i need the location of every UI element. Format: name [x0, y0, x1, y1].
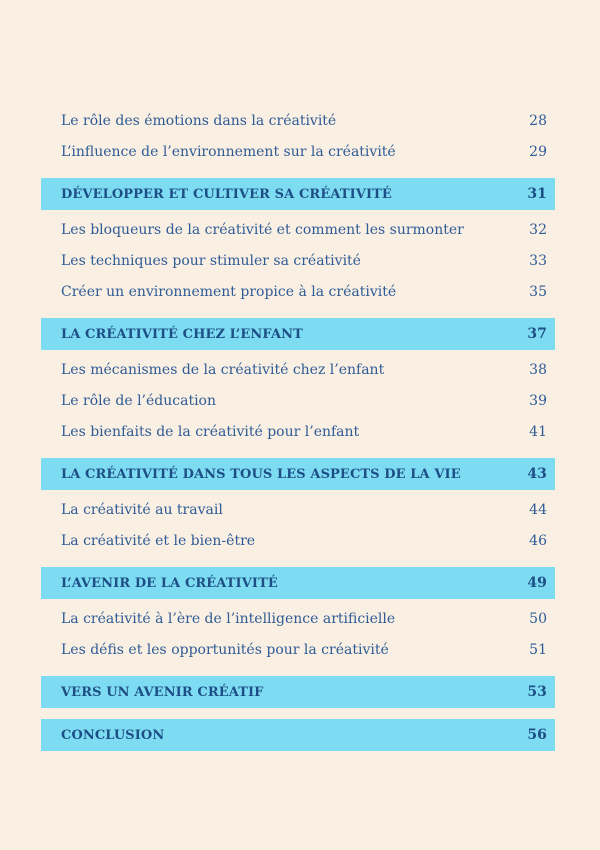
toc-entry-title: Les techniques pour stimuler sa créativité: [61, 252, 361, 269]
toc-entry-page: 29: [529, 143, 547, 160]
toc-entry[interactable]: [41, 276, 555, 307]
toc-entry[interactable]: [41, 525, 555, 556]
toc-entry-title: La créativité et le bien-être: [61, 532, 256, 549]
toc-entry[interactable]: [41, 385, 555, 416]
toc-entry-page: 33: [529, 252, 547, 269]
toc-entry-title: Les bienfaits de la créativité pour l’enfant: [61, 423, 360, 440]
toc-entry[interactable]: [41, 245, 555, 276]
toc-section-header[interactable]: [41, 458, 555, 490]
toc-entry-title: Le rôle des émotions dans la créativité: [61, 112, 337, 129]
toc-section-title: DÉVELOPPER ET CULTIVER SA CRÉATIVITÉ: [61, 186, 392, 202]
toc-entry[interactable]: [41, 494, 555, 525]
toc-entry[interactable]: [41, 214, 555, 245]
toc-section-page: 49: [527, 575, 547, 591]
toc-entry-title: Les défis et les opportunités pour la créativité: [61, 641, 389, 658]
toc-entry[interactable]: [41, 354, 555, 385]
toc-entry-title: La créativité au travail: [61, 501, 223, 518]
toc-section-title: VERS UN AVENIR CRÉATIF: [61, 684, 264, 700]
toc-entry-title: Les bloqueurs de la créativité et comment les surmonter: [61, 221, 464, 238]
toc-entry[interactable]: [41, 603, 555, 634]
toc-entry-page: 28: [529, 112, 547, 129]
toc-entry-page: 41: [529, 423, 547, 440]
toc-entry-page: 44: [529, 501, 547, 518]
toc-section-page: 43: [527, 466, 547, 482]
toc-entry-page: 32: [529, 221, 547, 238]
toc-section-title: L’AVENIR DE LA CRÉATIVITÉ: [61, 575, 278, 591]
toc-section-header[interactable]: [41, 676, 555, 708]
toc-entry-title: Le rôle de l’éducation: [61, 392, 216, 409]
toc-section-title: CONCLUSION: [61, 727, 165, 743]
toc-section-title: LA CRÉATIVITÉ DANS TOUS LES ASPECTS DE LA VIE: [61, 466, 461, 482]
toc-section-title: LA CRÉATIVITÉ CHEZ L’ENFANT: [61, 326, 303, 342]
toc-entry-page: 35: [529, 283, 547, 300]
toc-section-page: 37: [527, 326, 547, 342]
toc-section-page: 56: [527, 727, 547, 743]
toc-section-header[interactable]: [41, 567, 555, 599]
table-of-contents: [41, 105, 555, 755]
toc-entry-title: Les mécanismes de la créativité chez l’enfant: [61, 361, 385, 378]
toc-section-header[interactable]: [41, 178, 555, 210]
toc-entry-page: 46: [529, 532, 547, 549]
toc-entry[interactable]: [41, 634, 555, 665]
toc-entry-page: 50: [529, 610, 547, 627]
toc-entry[interactable]: [41, 136, 555, 167]
toc-entry-title: L’influence de l’environnement sur la créativité: [61, 143, 396, 160]
toc-entry[interactable]: [41, 105, 555, 136]
toc-section-page: 31: [527, 186, 547, 202]
toc-section-page: 53: [527, 684, 547, 700]
toc-entry-page: 51: [529, 641, 547, 658]
toc-section-header[interactable]: [41, 318, 555, 350]
toc-entry-title: Créer un environnement propice à la créativité: [61, 283, 397, 300]
toc-entry-title: La créativité à l’ère de l’intelligence artificielle: [61, 610, 396, 627]
toc-entry-page: 39: [529, 392, 547, 409]
toc-section-header[interactable]: [41, 719, 555, 751]
toc-entry-page: 38: [529, 361, 547, 378]
toc-entry[interactable]: [41, 416, 555, 447]
